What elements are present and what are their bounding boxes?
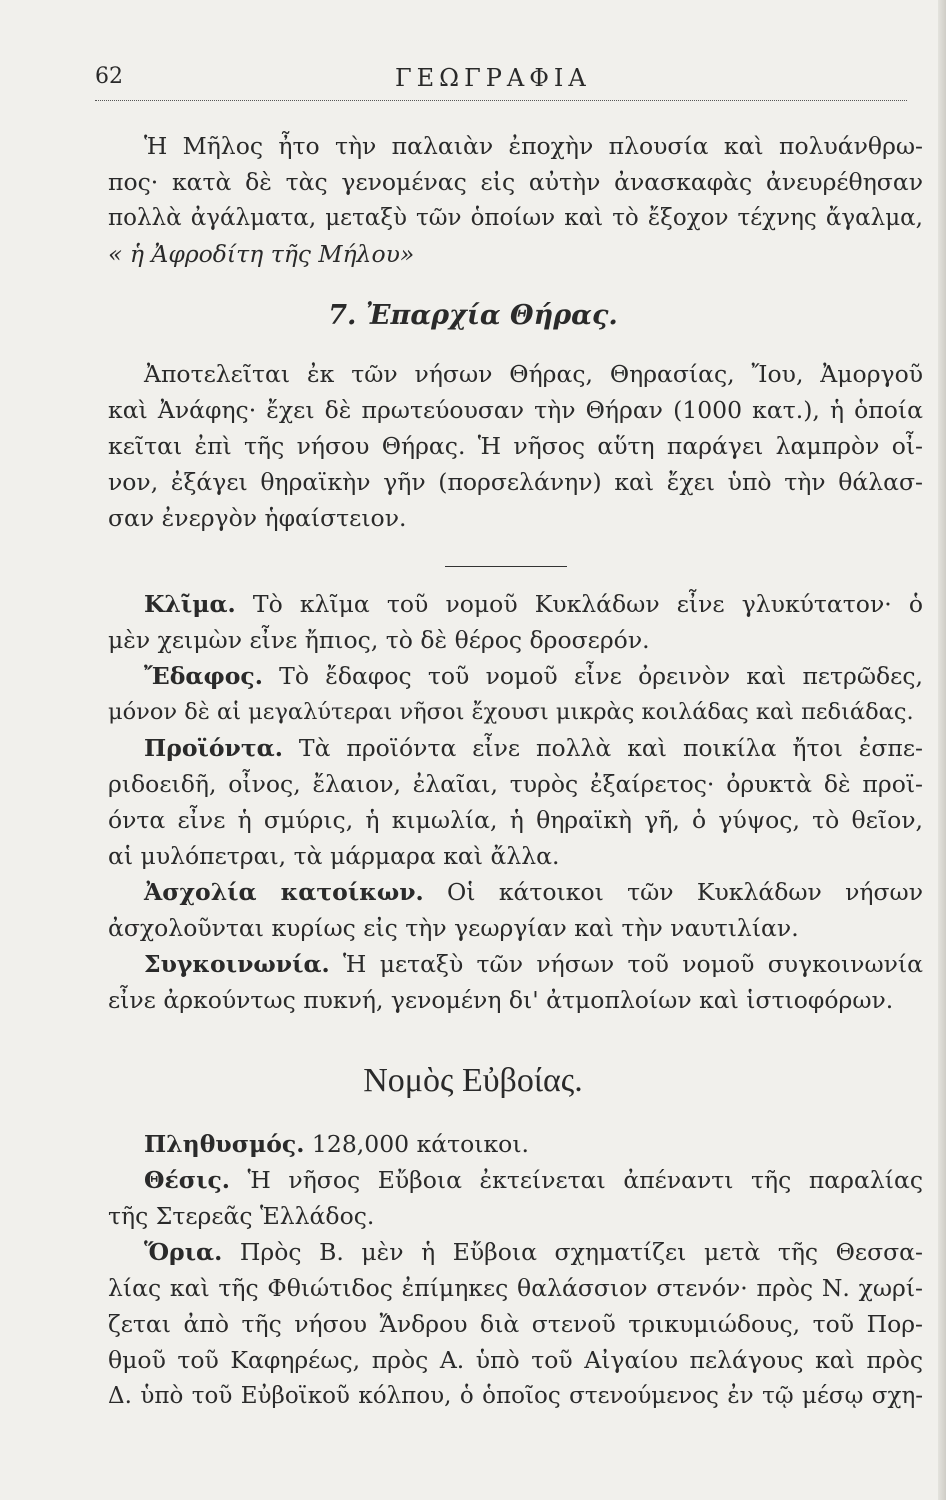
euboea-title: Νομὸς Εὐβοίας. — [363, 1062, 583, 1099]
text-line: Ὅρια. Πρὸς Β. μὲν ἡ Εὔβοια σχηματίζει μετὰ τῆς Θεσσα- — [144, 1238, 923, 1266]
thera-paragraph — [108, 356, 923, 536]
text-line: λίας καὶ τῆς Φθιώτιδος ἐπίμηκες θαλάσσιον στενόν· πρὸς Ν. χωρί- — [108, 1274, 923, 1302]
text-line: αἱ μυλόπετραι, τὰ μάρμαρα καὶ ἄλλα. — [108, 842, 560, 870]
page-edge — [938, 0, 946, 1500]
text-line: ἀσχολοῦνται κυρίως εἰς τὴν γεωργίαν καὶ τὴν ναυτιλίαν. — [108, 914, 799, 942]
euboea-section — [108, 1126, 923, 1414]
paragraph-lead: Ἀσχολία κατοίκων. — [144, 878, 424, 906]
text-line: Ἔδαφος. Τὸ ἔδαφος τοῦ νομοῦ εἶνε ὀρεινὸν καὶ πετρῶδες, — [144, 662, 923, 690]
paragraph-lead: Προϊόντα. — [144, 734, 283, 762]
text-line: « ἡ Ἀφροδίτη τῆς Μήλου» — [108, 240, 415, 268]
text-line: Συγκοινωνία. Ἡ μεταξὺ τῶν νήσων τοῦ νομοῦ συγκοινωνία — [144, 950, 923, 978]
text-line: σαν ἐνεργὸν ἡφαίστειον. — [108, 504, 407, 532]
text-line: θμοῦ τοῦ Καφηρέως, πρὸς Α. ὑπὸ τοῦ Αἰγαίου πελάγους καὶ πρὸς — [108, 1346, 923, 1374]
text-line: Θέσις. Ἡ νῆσος Εὔβοια ἐκτείνεται ἀπέναντι τῆς παραλίας — [144, 1166, 923, 1194]
text-line: Προϊόντα. Τὰ προϊόντα εἶνε πολλὰ καὶ ποικίλα ἤτοι ἐσπε- — [144, 734, 923, 762]
text-line: όντα εἶνε ἡ σμύρις, ἡ κιμωλία, ἡ θηραϊκὴ γῆ, ὁ γύψος, τὸ θεῖον, — [108, 806, 923, 834]
text-line: Ἀσχολία κατοίκων. Οἱ κάτοικοι τῶν Κυκλάδων νήσων — [144, 878, 923, 906]
header-rule — [95, 100, 907, 101]
paragraph-lead: Πληθυσμός. — [144, 1130, 305, 1158]
text-line: Κλῖμα. Τὸ κλῖμα τοῦ νομοῦ Κυκλάδων εἶνε γλυκύτατον· ὁ — [144, 590, 923, 618]
running-title: ΓΕΩΓΡΑΦΙΑ — [395, 64, 591, 92]
milos-paragraph — [108, 128, 923, 272]
paragraph-lead: Συγκοινωνία. — [144, 950, 330, 978]
text-line: μὲν χειμὼν εἶνε ἤπιος, τὸ δὲ θέρος δροσερόν. — [108, 626, 650, 654]
cyclades-section — [108, 586, 923, 1018]
paragraph-lead: Θέσις. — [144, 1166, 230, 1194]
text-line: κεῖται ἐπὶ τῆς νήσου Θήρας. Ἡ νῆσος αὕτη παράγει λαμπρὸν οἶ- — [108, 432, 923, 460]
province-heading: 7. Ἐπαρχία Θήρας. — [328, 300, 618, 331]
text-line: νον, ἐξάγει θηραϊκὴν γῆν (πορσελάνην) καὶ ἔχει ὑπὸ τὴν θάλασ- — [108, 468, 923, 496]
text-line: Πληθυσμός. 128,000 κάτοικοι. — [144, 1130, 530, 1158]
text-line: μόνον δὲ αἱ μεγαλύτεραι νῆσοι ἔχουσι μικρὰς κοιλάδας καὶ πεδιάδας. — [108, 699, 914, 725]
text-line: πολλὰ ἀγάλματα, μεταξὺ τῶν ὁποίων καὶ τὸ ἔξοχον τέχνης ἄγαλμα, — [108, 205, 923, 231]
paragraph-lead: Ὅρια. — [144, 1238, 223, 1266]
paragraph-lead: Κλῖμα. — [144, 590, 236, 618]
text-line: ριδοειδῆ, οἶνος, ἔλαιον, ἐλαῖαι, τυρὸς ἐξαίρετος· ὀρυκτὰ δὲ προϊ- — [108, 770, 923, 798]
page-header — [95, 64, 905, 100]
text-line: εἶνε ἀρκούντως πυκνή, γενομένη δι' ἀτμοπλοίων καὶ ἱστιοφόρων. — [108, 986, 894, 1014]
text-line: τῆς Στερεᾶς Ἑλλάδος. — [108, 1202, 375, 1230]
text-line: ζεται ἀπὸ τῆς νήσου Ἄνδρου διὰ στενοῦ τρικυμιώδους, τοῦ Πορ- — [108, 1310, 923, 1338]
text-line: Ἀποτελεῖται ἐκ τῶν νήσων Θήρας, Θηρασίας, Ἴου, Ἀμοργοῦ — [144, 360, 923, 388]
text-line: Δ. ὑπὸ τοῦ Εὐβοϊκοῦ κόλπου, ὁ ὁποῖος στενούμενος ἐν τῷ μέσῳ σχη- — [108, 1383, 923, 1409]
page-number: 62 — [95, 64, 123, 89]
text-line: Ἡ Μῆλος ἦτο τὴν παλαιὰν ἐποχὴν πλουσία καὶ πολυάνθρω- — [144, 132, 923, 160]
paragraph-lead: Ἔδαφος. — [144, 662, 263, 690]
section-divider — [445, 566, 567, 567]
text-line: καὶ Ἀνάφης· ἔχει δὲ πρωτεύουσαν τὴν Θήραν (1000 κατ.), ἡ ὁποία — [108, 396, 923, 424]
text-line: πος· κατὰ δὲ τὰς γενομένας εἰς αὐτὴν ἀνασκαφὰς ἀνευρέθησαν — [108, 168, 923, 196]
